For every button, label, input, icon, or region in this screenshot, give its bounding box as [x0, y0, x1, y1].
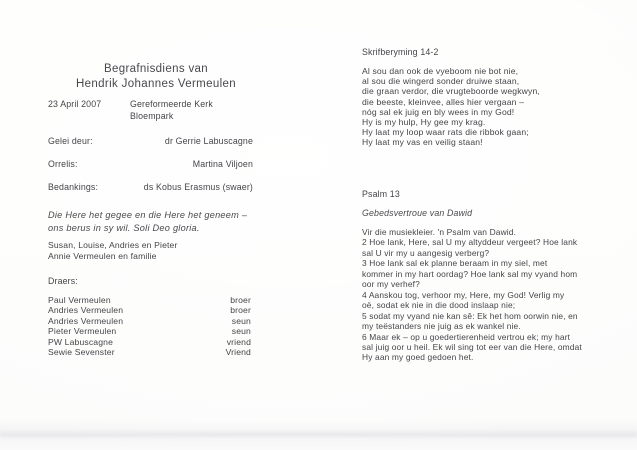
psalm-line: 4 Aanskou tog, verhoor my, Here, my God! Verlig my: [362, 289, 565, 300]
officiant-label: Orrelis:: [48, 159, 78, 169]
psalm-subtitle: Gebedsvertroue van Dawid: [362, 208, 473, 218]
bearer-row: [48, 347, 251, 357]
dedication-line-2: ons berus in sy wil. Soli Deo gloria.: [48, 223, 200, 233]
title-line-2: Hendrik Johannes Vermeulen: [76, 78, 236, 90]
hymn-text: [362, 66, 540, 148]
psalm-line: 3 Hoe lank sal ek planne beraam in my siel, met: [362, 258, 548, 269]
dedication-text: [48, 209, 247, 235]
bearer-relation: vriend: [226, 336, 251, 347]
officiant-row-leader: [48, 136, 253, 146]
psalm-line: kommer in my hart oordag? Hoe lank sal my vyand hom: [362, 268, 578, 279]
service-date: 23 April 2007: [48, 99, 102, 109]
hymn-line: Hy laat my loop waar rats die ribbok gaan;: [362, 127, 529, 138]
psalm-line: sal juig oor u heil. Ek wil sing tot eer van die Here, omdat: [362, 341, 582, 352]
dedication-line-1: Die Here het gegee en die Here het geneem –: [48, 210, 248, 220]
title-line-1: Begrafnisdiens van: [103, 63, 209, 75]
bearer-name: Andries Vermeulen: [48, 315, 124, 326]
psalm-line: my teëstanders nie juig as ek wankel nie.: [362, 321, 521, 332]
officiant-row-organist: [48, 159, 253, 169]
psalm-text: [362, 227, 582, 363]
bearers-heading: Draers:: [48, 276, 78, 286]
bearer-row: [48, 326, 251, 336]
venue-line-2: Bloempark: [130, 110, 174, 121]
psalm-line: Vir die musiekleier. 'n Psalm van Dawid.: [362, 227, 517, 237]
officiant-row-thanks: [48, 182, 253, 192]
bearer-name: Paul Vermeulen: [48, 295, 111, 305]
bearer-relation: broer: [230, 305, 251, 316]
hymn-line: die beeste, kleinvee, alles hier vergaan –: [362, 96, 525, 107]
program-title: [40, 62, 272, 92]
bearer-relation: Vriend: [225, 346, 251, 357]
bearer-row: [48, 337, 251, 347]
psalm-line: Hy aan my goed gedoen het.: [362, 352, 474, 363]
family-line-1: Susan, Louise, Andries en Pieter: [48, 240, 178, 250]
hymn-line: Hy is my hulp, Hy gee my krag.: [362, 117, 486, 128]
psalm-line: 5 sodat my vyand nie kan sê: Ek het hom oorwin nie, en: [362, 310, 578, 321]
officiant-value: Martina Viljoen: [192, 159, 253, 169]
bearer-name: PW Labuscagne: [48, 336, 114, 347]
psalm-line: oë, sodat ek nie in die dood inslaap nie;: [362, 300, 516, 311]
psalm-line: oor my verhef?: [362, 279, 420, 290]
officiant-label: Gelei deur:: [48, 136, 93, 146]
venue-line-1: Gereformeerde Kerk: [130, 99, 213, 109]
officiant-label: Bedankings:: [48, 182, 99, 192]
hymn-heading: Skrifberyming 14-2: [362, 47, 439, 57]
hymn-line: al sou die wingerd sonder druiwe staan,: [362, 76, 520, 87]
scan-shadow: [0, 430, 637, 439]
psalm-line: 6 Maar ek – op u goedertierenheid vertrou ek; my hart: [362, 331, 571, 342]
officiant-value: dr Gerrie Labuscagne: [164, 136, 253, 146]
bearer-row: [48, 295, 251, 305]
hymn-line: die graan verdor, die vrugteboorde wegkwyn,: [362, 86, 540, 97]
bearers-list: [48, 295, 251, 357]
hymn-line: Hy laat my vas en veilig staan!: [362, 137, 483, 148]
psalm-line: sal U vir my u aangesig verberg?: [362, 247, 490, 258]
bearer-relation: seun: [231, 326, 251, 337]
service-venue: [130, 99, 213, 122]
psalm-heading: Psalm 13: [362, 189, 400, 199]
psalm-line: 2 Hoe lank, Here, sal U my altyddeur vergeet? Hoe lank: [362, 237, 578, 248]
bearer-row: [48, 305, 251, 315]
bearer-name: Sewie Sevenster: [48, 346, 115, 357]
hymn-line: Al sou dan ook de vyeboom nie bot nie,: [362, 66, 519, 76]
family-line-2: Annie Vermeulen en familie: [48, 251, 157, 262]
officiant-value: ds Kobus Erasmus (swaer): [143, 182, 253, 192]
bearer-relation: seun: [231, 315, 251, 326]
bearer-name: Andries Vermeulen: [48, 305, 124, 316]
bearer-name: Pieter Vermeulen: [48, 326, 117, 337]
bearer-relation: broer: [230, 295, 251, 305]
bearer-row: [48, 316, 251, 326]
family-names: [48, 240, 178, 263]
hymn-line: nóg sal ek juig en bly wees in my God!: [362, 106, 515, 117]
